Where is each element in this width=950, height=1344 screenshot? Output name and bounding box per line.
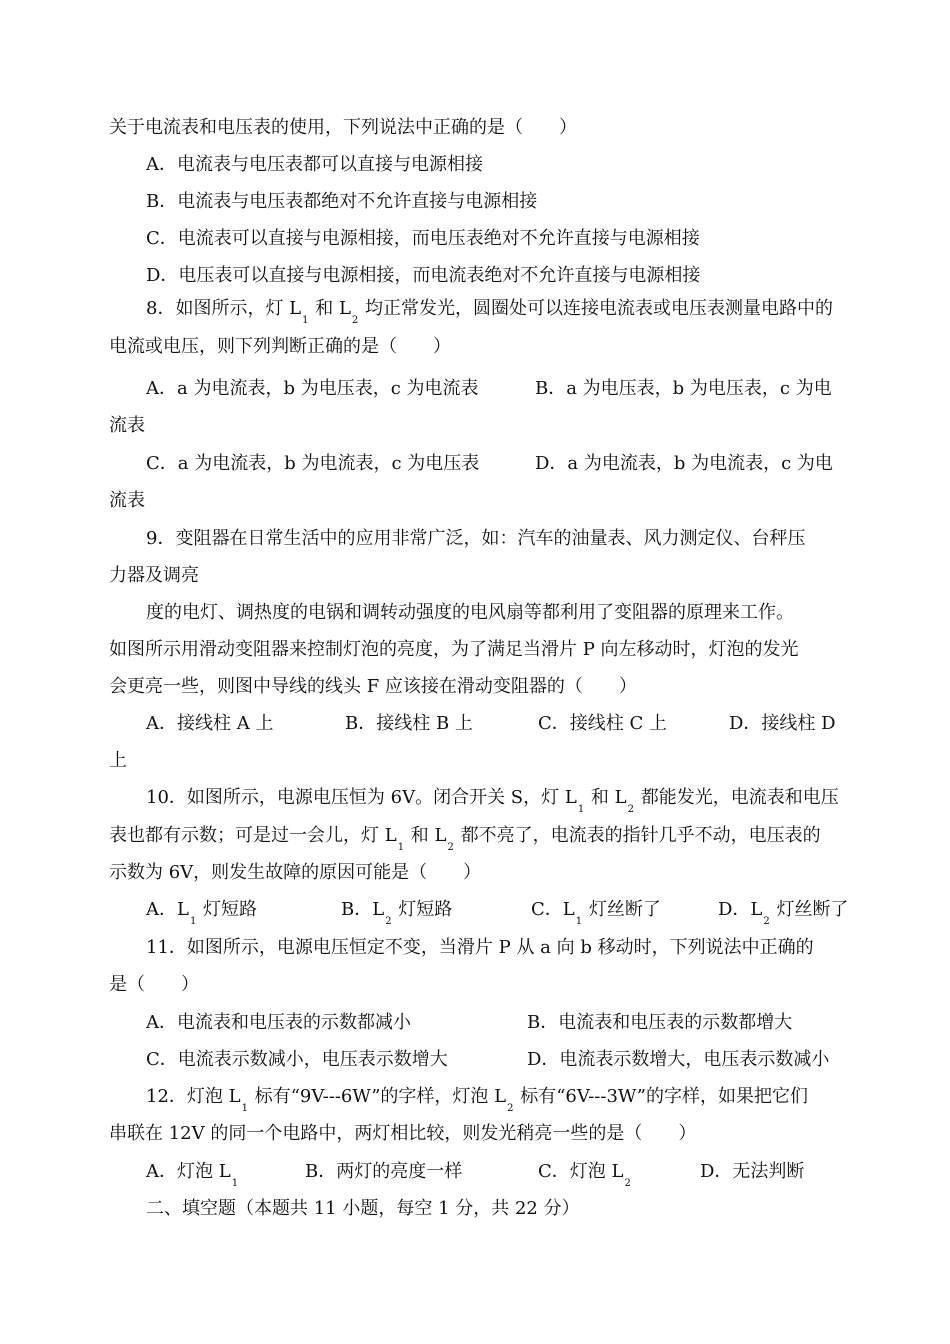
q7-option-c: C．电流表可以直接与电源相接，而电压表绝对不允许直接与电源相接 (146, 228, 700, 249)
q9-stem-line5: 会更亮一些，则图中导线的线头 F 应该接在滑动变阻器的（ ） (109, 676, 637, 697)
q9-option-a: A．接线柱 A 上 (146, 713, 274, 734)
q7-option-a: A．电流表与电压表都可以直接与电源相接 (146, 154, 483, 175)
q8-option-d: D．a 为电流表，b 为电流表，c 为电 (535, 453, 833, 474)
q11-option-b: B．电流表和电压表的示数都增大 (527, 1012, 793, 1033)
q7-stem: 关于电流表和电压表的使用，下列说法中正确的是（ ） (109, 117, 577, 138)
q10-stem-line2: 表也都有示数；可是过一会儿，灯 $L_1$ 和 $L_2$ 都不亮了，电流表的指针几乎不动，电压表的 (109, 825, 821, 853)
q12-stem-line2: 串联在 12V 的同一个电路中，两灯相比较，则发光稍亮一些的是（ ） (109, 1123, 697, 1144)
q11-stem-line2: 是（ ） (109, 974, 199, 995)
q10-stem-line1: 10．如图所示，电源电压恒为 6V。闭合开关 S，灯 $L_1$ 和 $L_2$ 都能发光，电流表和电压 (146, 787, 839, 815)
q10-option-c: C．$L_1$ 灯丝断了 (531, 899, 661, 927)
q8-option-b-continued: 流表 (109, 415, 145, 436)
q10-option-b: B．$L_2$ 灯短路 (341, 899, 453, 927)
q9-option-d: D．接线柱 D (729, 713, 836, 734)
q9-option-c: C．接线柱 C 上 (538, 713, 667, 734)
q8-option-a: A．a 为电流表，b 为电压表，c 为电流表 (146, 378, 479, 399)
q11-stem-line1: 11．如图所示，电源电压恒定不变，当滑片 P 从 a 向 b 移动时，下列说法中正确的 (146, 937, 814, 958)
q12-option-d: D．无法判断 (700, 1161, 805, 1182)
section-2-heading: 二、填空题（本题共 11 小题，每空 1 分，共 22 分） (146, 1198, 580, 1219)
q9-stem-line2: 力器及调亮 (109, 565, 199, 586)
q7-option-d: D．电压表可以直接与电源相接，而电流表绝对不允许直接与电源相接 (146, 265, 701, 286)
q9-option-b: B．接线柱 B 上 (345, 713, 473, 734)
q8-option-c: C．a 为电流表，b 为电流表，c 为电压表 (146, 453, 480, 474)
q11-option-c: C．电流表示数减小，电压表示数增大 (146, 1049, 448, 1070)
q9-stem-line1: 9．变阻器在日常生活中的应用非常广泛，如：汽车的油量表、风力测定仪、台秤压 (146, 528, 806, 549)
q11-option-d: D．电流表示数增大，电压表示数减小 (527, 1049, 830, 1070)
q8-option-d-continued: 流表 (109, 490, 145, 511)
q8-option-b: B．a 为电压表，b 为电压表，c 为电 (535, 378, 832, 399)
q12-option-b: B．两灯的亮度一样 (305, 1161, 463, 1182)
q8-stem-line1: 8．如图所示，灯 $L_1$ 和 $L_2$ 均正常发光，圆圈处可以连接电流表或电压表测量电路中的 (146, 298, 834, 326)
q8-stem-line2: 电流或电压，则下列判断正确的是（ ） (109, 336, 451, 357)
q9-stem-line3: 度的电灯、调热度的电锅和调转动强度的电风扇等都利用了变阻器的原理来工作。 (146, 602, 794, 623)
q12-option-a: A．灯泡 $L_1$ (146, 1161, 239, 1189)
q10-stem-line3: 示数为 6V，则发生故障的原因可能是（ ） (109, 862, 482, 883)
q9-option-d-continued: 上 (109, 750, 127, 771)
q11-option-a: A．电流表和电压表的示数都减小 (146, 1012, 411, 1033)
q12-option-c: C．灯泡 $L_2$ (538, 1161, 631, 1189)
q10-option-d: D．$L_2$ 灯丝断了 (718, 899, 849, 927)
q7-option-b: B．电流表与电压表都绝对不允许直接与电源相接 (146, 191, 538, 212)
q9-stem-line4: 如图所示用滑动变阻器来控制灯泡的亮度，为了满足当滑片 P 向左移动时，灯泡的发光 (109, 639, 799, 660)
q10-option-a: A．$L_1$ 灯短路 (146, 899, 258, 927)
q12-stem-line1: 12．灯泡 $L_1$ 标有“9V---6W”的字样，灯泡 $L_2$ 标有“6V---3W”的字样，如果把它们 (146, 1086, 808, 1114)
